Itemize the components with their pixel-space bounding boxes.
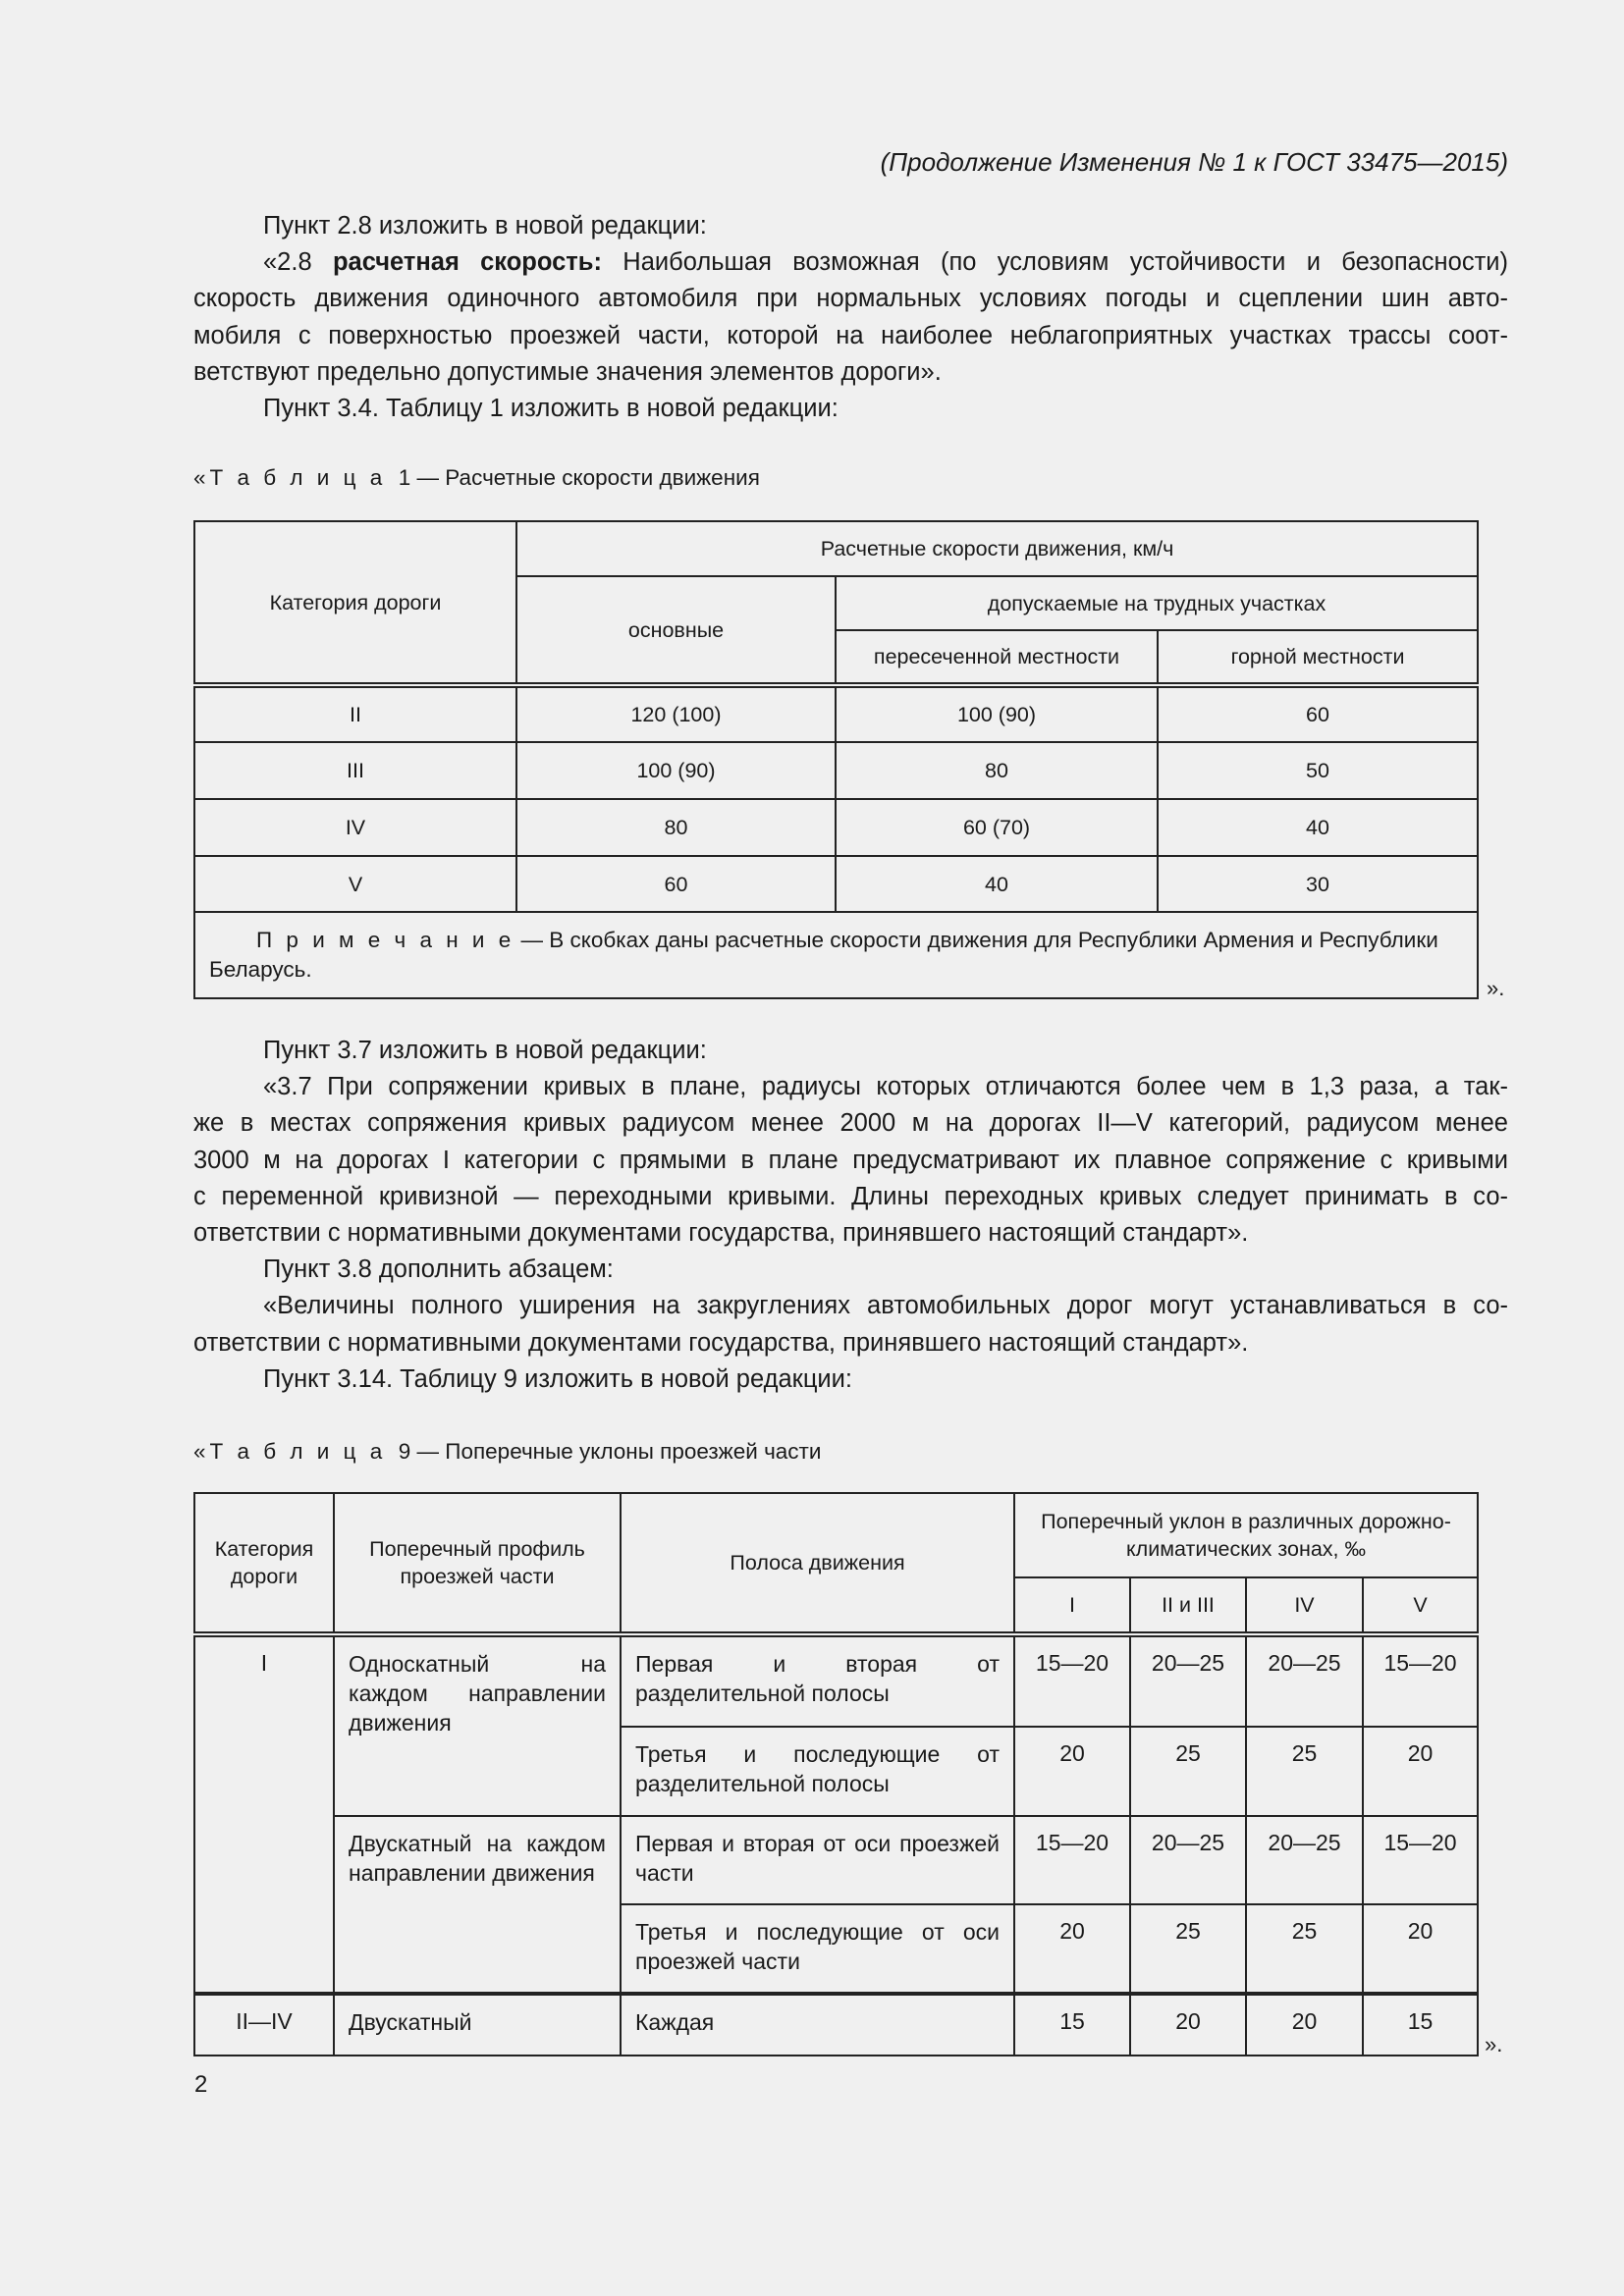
cell: 20—25 (1246, 1816, 1363, 1904)
amendment-block-3-7 (193, 1033, 1508, 1398)
cell: 20 (1363, 1727, 1478, 1816)
cell: 80 (836, 742, 1158, 799)
table-note (194, 912, 1478, 998)
page-number: 2 (194, 2071, 208, 2098)
cell: 15—20 (1363, 1634, 1478, 1727)
cell: 15—20 (1014, 1816, 1130, 1904)
table-label: «Т а б л и ц а (193, 1439, 387, 1464)
cell: 15 (1363, 1994, 1478, 2056)
cell: 40 (1158, 799, 1478, 856)
paragraph-line: ветствуют предельно допустимые значения элементов дороги». (193, 357, 942, 386)
closing-quote: ». (1487, 976, 1505, 1000)
cell: IV (194, 799, 516, 856)
table-title: 9 — Поперечные уклоны проезжей части (398, 1439, 822, 1464)
table-1-design-speeds (193, 520, 1479, 999)
paragraph-line: Пункт 2.8 изложить в новой редакции: (263, 212, 707, 240)
cell: 20 (1363, 1904, 1478, 1994)
cell-lane: Первая и вторая от разделительной полосы (621, 1634, 1014, 1727)
paragraph-line: «3.7 При сопряжении кривых в плане, радиусы которых отличаются более чем в 1,3 раза, а так- (263, 1073, 1508, 1101)
paragraph-line: ответствии с нормативными документами государства, принявшего настоящий стандарт». (193, 1218, 1249, 1247)
cell-lane: Каждая (621, 1994, 1014, 2056)
cell-lane: Первая и вторая от оси проезжей части (621, 1816, 1014, 1904)
cell: 25 (1130, 1727, 1246, 1816)
header-speeds: Расчетные скорости движения, км/ч (516, 521, 1478, 576)
cell: 20 (1130, 1994, 1246, 2056)
running-header: (Продолжение Изменения № 1 к ГОСТ 33475—2015) (880, 147, 1508, 177)
cell-profile: Двускатный на каждом направлении движения (334, 1816, 621, 1994)
paragraph-line: Пункт 3.14. Таблицу 9 изложить в новой редакции: (263, 1364, 852, 1393)
paragraph-line: «Величины полного уширения на закруглениях автомобильных дорог могут устанавливаться в со- (263, 1292, 1508, 1320)
cell: 30 (1158, 856, 1478, 912)
note-text: — В скобках даны расчетные скорости движения для Республики Армения и Республики Беларусь. (209, 928, 1438, 982)
cell-profile: Односкатный на каждом направлении движения (334, 1634, 621, 1816)
header-zone: V (1363, 1577, 1478, 1634)
header-slope: Поперечный уклон в различных дорожно-климатических зонах, ‰ (1014, 1493, 1478, 1577)
header-profile: Поперечный профиль проезжей части (334, 1493, 621, 1634)
header-zone: II и III (1130, 1577, 1246, 1634)
cell: 100 (90) (836, 685, 1158, 742)
table-row (194, 685, 1478, 742)
cell: 50 (1158, 742, 1478, 799)
cell-lane: Третья и последующие от разделительной полосы (621, 1727, 1014, 1816)
cell: 20—25 (1130, 1634, 1246, 1727)
cell-profile: Двускатный (334, 1994, 621, 2056)
table-row (194, 799, 1478, 856)
closing-quote: ». (1485, 2032, 1503, 2056)
table-row (194, 1816, 1478, 1904)
table-9-cross-slopes (193, 1492, 1479, 2056)
cell: 20—25 (1246, 1634, 1363, 1727)
header-category: Категория дороги (194, 521, 516, 685)
table-row (194, 856, 1478, 912)
cell: 20 (1014, 1727, 1130, 1816)
definition-text: Наибольшая возможная (по условиям устойчивости и безопасности) (601, 248, 1508, 277)
table-label: «Т а б л и ц а (193, 465, 387, 490)
paragraph-line: с переменной кривизной — переходными кривыми. Длины переходных кривых следует принимать в со- (193, 1182, 1508, 1210)
paragraph-line: Пункт 3.7 изложить в новой редакции: (263, 1037, 707, 1064)
paragraph-line: скорость движения одиночного автомобиля при нормальных условиях погоды и сцеплении шин авто- (193, 285, 1508, 313)
paragraph-line: же в местах сопряжения кривых радиусом менее 2000 м на дорогах II—V категорий, радиусом менее (193, 1109, 1508, 1138)
cell: III (194, 742, 516, 799)
cell: 20—25 (1130, 1816, 1246, 1904)
table9-caption (193, 1439, 821, 1465)
header-rough-terrain: пересеченной местности (836, 630, 1158, 685)
cell: 15—20 (1363, 1816, 1478, 1904)
cell: V (194, 856, 516, 912)
table1-caption (193, 465, 760, 491)
cell-lane: Третья и последующие от оси проезжей части (621, 1904, 1014, 1994)
table-title: 1 — Расчетные скорости движения (398, 465, 760, 490)
table-row (194, 742, 1478, 799)
cell: 20 (1014, 1904, 1130, 1994)
note-label: П р и м е ч а н и е (256, 928, 515, 952)
cell-category: I (194, 1634, 334, 1994)
paragraph-line: ответствии с нормативными документами государства, принявшего настоящий стандарт». (193, 1328, 1249, 1357)
cell: 120 (100) (516, 685, 836, 742)
cell: 20 (1246, 1994, 1363, 2056)
table-row (194, 1634, 1478, 1727)
header-category: Категория дороги (194, 1493, 334, 1634)
cell: 80 (516, 799, 836, 856)
header-main: основные (516, 576, 836, 685)
header-lane: Полоса движения (621, 1493, 1014, 1634)
cell: 15—20 (1014, 1634, 1130, 1727)
cell: 100 (90) (516, 742, 836, 799)
paragraph-line: Пункт 3.4. Таблицу 1 изложить в новой редакции: (263, 394, 839, 422)
defined-term: расчетная скорость: (332, 248, 602, 277)
cell: 60 (516, 856, 836, 912)
definition-number: «2.8 (263, 248, 333, 277)
header-mountain-terrain: горной местности (1158, 630, 1478, 685)
cell: 15 (1014, 1994, 1130, 2056)
cell: 25 (1246, 1727, 1363, 1816)
paragraph-line: 3000 м на дорогах I категории с прямыми в плане предусматривают их плавное сопряжение с кривыми (193, 1146, 1508, 1174)
cell: 25 (1246, 1904, 1363, 1994)
table-row (194, 1994, 1478, 2056)
cell-category: II—IV (194, 1994, 334, 2056)
paragraph-line: Пункт 3.8 дополнить абзацем: (263, 1255, 614, 1284)
header-zone: I (1014, 1577, 1130, 1634)
cell: II (194, 685, 516, 742)
cell: 40 (836, 856, 1158, 912)
cell: 60 (70) (836, 799, 1158, 856)
definition-line (193, 244, 1508, 281)
cell: 60 (1158, 685, 1478, 742)
header-allowed: допускаемые на трудных участках (836, 576, 1478, 630)
paragraph-line: мобиля с поверхностью проезжей части, которой на наиболее неблагоприятных участках трассы соот- (193, 321, 1508, 349)
amendment-block-2-8 (193, 208, 1508, 427)
cell: 25 (1130, 1904, 1246, 1994)
header-zone: IV (1246, 1577, 1363, 1634)
